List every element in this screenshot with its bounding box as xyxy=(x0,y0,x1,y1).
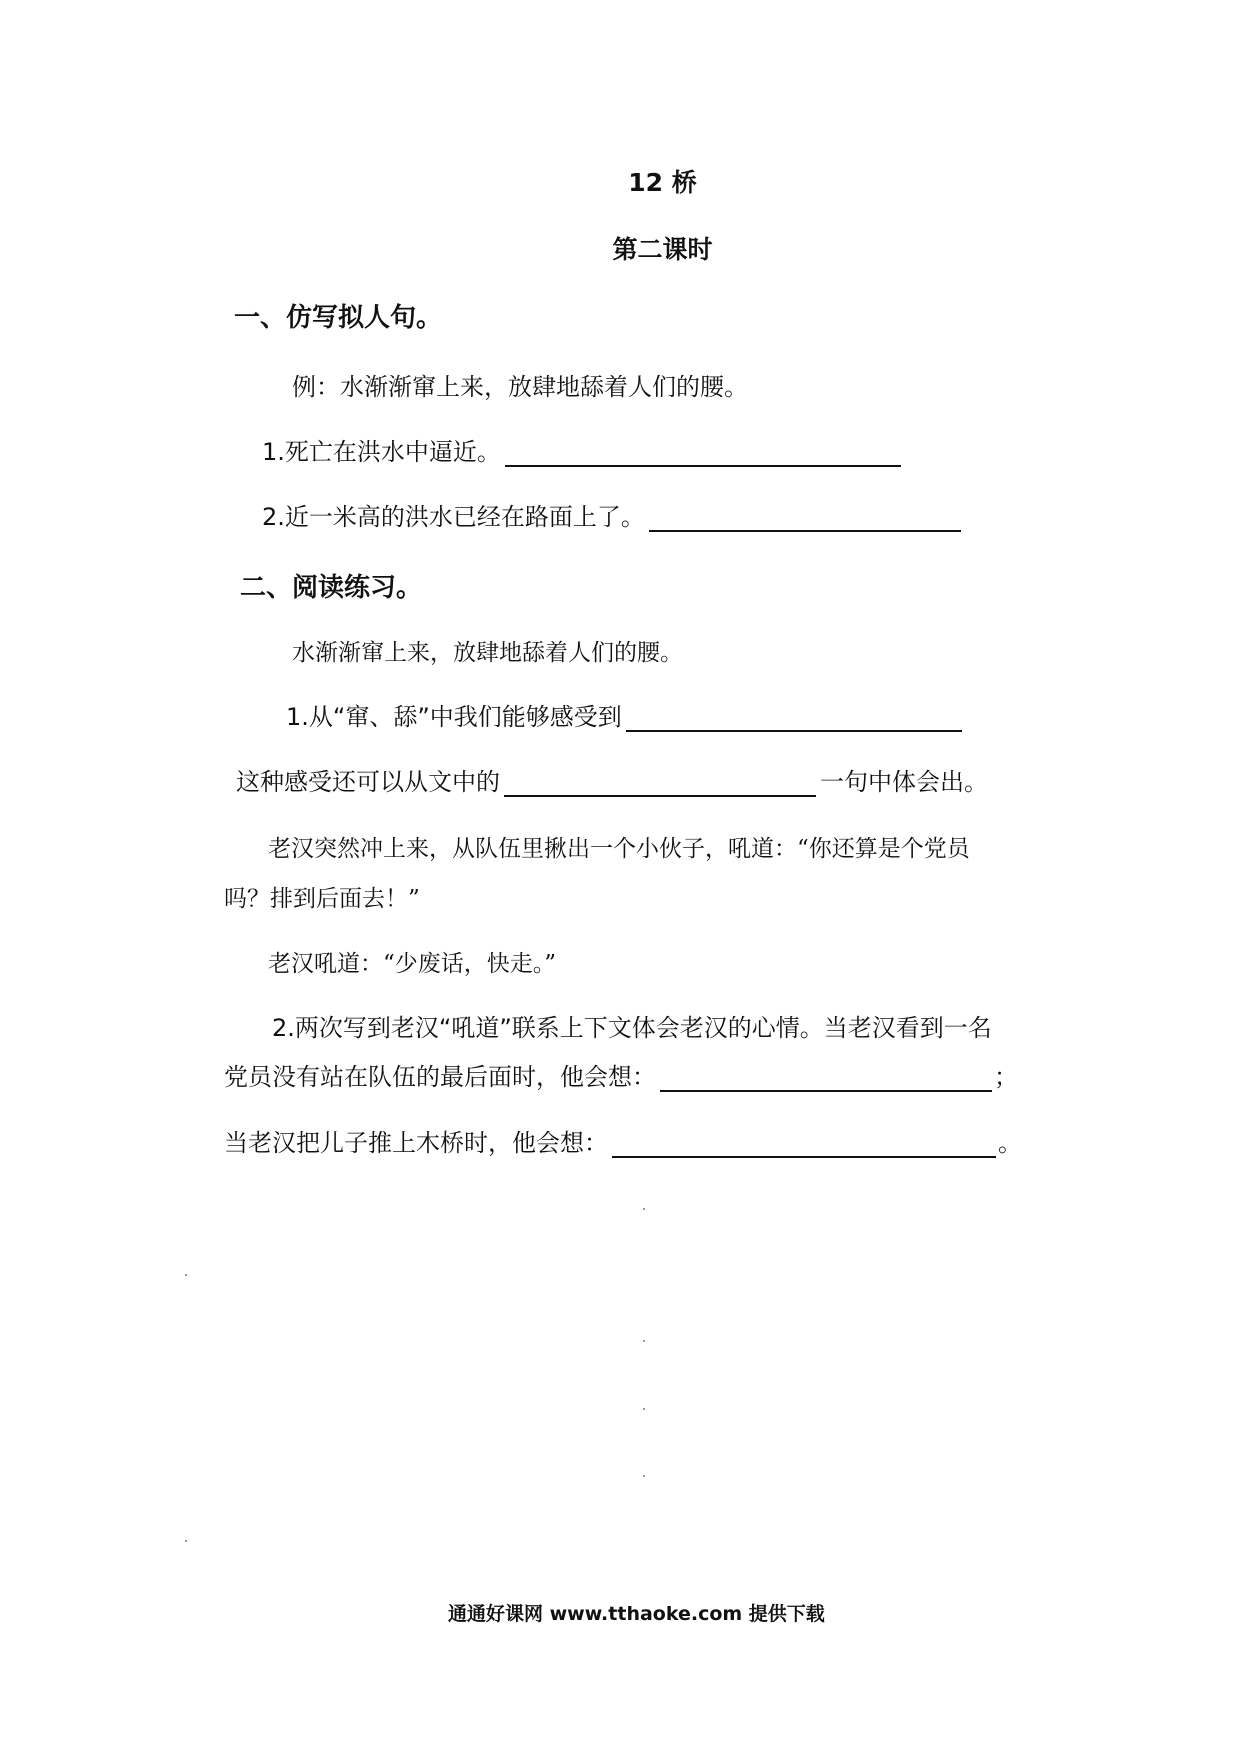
section2-question-1-line2 xyxy=(236,762,988,797)
question-text: 1.死亡在洪水中逼近。 xyxy=(262,438,501,466)
period-subtitle: 第二课时 xyxy=(612,235,713,264)
question-text: 2.近一米高的洪水已经在路面上了。 xyxy=(262,503,645,531)
lesson-title: 12 桥 xyxy=(628,168,697,197)
reading-passage-2-line1: 老汉突然冲上来，从队伍里揪出一个小伙子，吼道：“你还算是个党员 xyxy=(268,836,970,862)
answer-blank[interactable] xyxy=(504,767,816,797)
section1-heading: 一、仿写拟人句。 xyxy=(234,303,443,333)
scan-speck xyxy=(643,1340,645,1342)
section1-question-2 xyxy=(262,497,961,532)
answer-blank[interactable] xyxy=(505,437,901,467)
question-text: 一句中体会出。 xyxy=(820,768,988,796)
section2-question-1-line1 xyxy=(286,697,962,732)
reading-passage-2-line2: 吗？排到后面去！” xyxy=(224,886,420,912)
question-text: 党员没有站在队伍的最后面时，他会想： xyxy=(224,1063,656,1091)
question-text: ； xyxy=(994,1063,1018,1091)
section2-question-2-line3 xyxy=(224,1123,1022,1158)
section1-question-1 xyxy=(262,432,901,467)
footer-source: 通通好课网 www.tthaoke.com 提供下载 xyxy=(448,1603,825,1625)
scan-speck xyxy=(643,1475,645,1477)
section2-question-2-line1: 2.两次写到老汉“吼道”联系上下文体会老汉的心情。当老汉看到一名 xyxy=(272,1014,992,1042)
section1-example: 例：水渐渐窜上来，放肆地舔着人们的腰。 xyxy=(292,373,748,401)
answer-blank[interactable] xyxy=(649,502,961,532)
scan-speck xyxy=(643,1408,645,1410)
question-text: 。 xyxy=(998,1129,1022,1157)
question-text: 这种感受还可以从文中的 xyxy=(236,768,500,796)
answer-blank[interactable] xyxy=(626,702,962,732)
answer-blank[interactable] xyxy=(660,1062,992,1092)
scan-speck xyxy=(185,1274,187,1276)
section2-heading: 二、阅读练习。 xyxy=(240,573,423,603)
reading-passage-1: 水渐渐窜上来，放肆地舔着人们的腰。 xyxy=(292,640,683,666)
answer-blank[interactable] xyxy=(612,1128,996,1158)
reading-passage-3: 老汉吼道：“少废话，快走。” xyxy=(268,951,557,977)
question-text: 当老汉把儿子推上木桥时，他会想： xyxy=(224,1129,608,1157)
section2-question-2-line2 xyxy=(224,1057,1018,1092)
question-text: 1.从“窜、舔”中我们能够感受到 xyxy=(286,703,622,731)
scan-speck xyxy=(643,1208,645,1210)
scan-speck xyxy=(185,1540,187,1542)
